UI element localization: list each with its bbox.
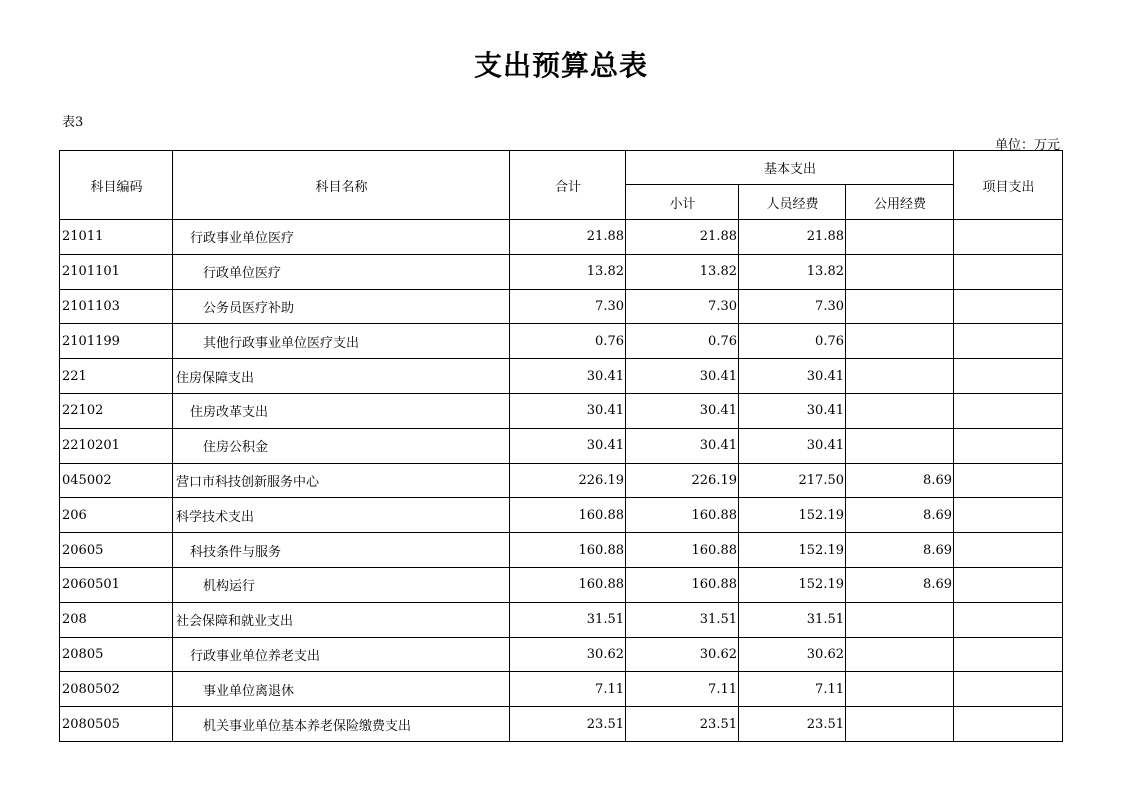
header-total: 合计	[510, 151, 626, 220]
cell-public	[846, 254, 954, 289]
cell-subtotal: 23.51	[626, 707, 739, 742]
cell-code: 2101101	[60, 254, 173, 289]
cell-personnel: 152.19	[739, 567, 846, 602]
cell-project	[954, 289, 1063, 324]
cell-personnel: 0.76	[739, 324, 846, 359]
table-row	[60, 567, 1063, 602]
cell-total: 31.51	[510, 602, 626, 637]
cell-subtotal: 7.30	[626, 289, 739, 324]
cell-personnel: 7.30	[739, 289, 846, 324]
cell-name: 科技条件与服务	[173, 533, 510, 568]
cell-total: 160.88	[510, 567, 626, 602]
cell-subtotal: 31.51	[626, 602, 739, 637]
table-row	[60, 637, 1063, 672]
header-subtotal: 小计	[626, 185, 739, 220]
cell-public	[846, 707, 954, 742]
cell-subtotal: 0.76	[626, 324, 739, 359]
cell-code: 2080505	[60, 707, 173, 742]
cell-public	[846, 289, 954, 324]
cell-name: 营口市科技创新服务中心	[173, 463, 510, 498]
budget-table	[59, 150, 1063, 742]
cell-code: 221	[60, 359, 173, 394]
cell-code: 2080502	[60, 672, 173, 707]
cell-project	[954, 220, 1063, 255]
cell-code: 20805	[60, 637, 173, 672]
cell-subtotal: 226.19	[626, 463, 739, 498]
cell-project	[954, 533, 1063, 568]
cell-code: 20605	[60, 533, 173, 568]
cell-personnel: 30.41	[739, 393, 846, 428]
cell-public: 8.69	[846, 498, 954, 533]
cell-public	[846, 220, 954, 255]
table-row	[60, 254, 1063, 289]
cell-total: 7.30	[510, 289, 626, 324]
cell-total: 30.41	[510, 428, 626, 463]
cell-public	[846, 602, 954, 637]
cell-public: 8.69	[846, 533, 954, 568]
cell-total: 30.62	[510, 637, 626, 672]
cell-subtotal: 30.41	[626, 393, 739, 428]
cell-name: 住房改革支出	[173, 393, 510, 428]
cell-name: 住房公积金	[173, 428, 510, 463]
cell-code: 206	[60, 498, 173, 533]
cell-name: 事业单位离退休	[173, 672, 510, 707]
cell-public	[846, 428, 954, 463]
cell-personnel: 21.88	[739, 220, 846, 255]
table-row	[60, 707, 1063, 742]
cell-personnel: 7.11	[739, 672, 846, 707]
cell-public: 8.69	[846, 463, 954, 498]
cell-personnel: 23.51	[739, 707, 846, 742]
table-row	[60, 428, 1063, 463]
cell-subtotal: 30.41	[626, 359, 739, 394]
header-public: 公用经费	[846, 185, 954, 220]
table-row	[60, 289, 1063, 324]
table-row	[60, 533, 1063, 568]
cell-personnel: 30.41	[739, 359, 846, 394]
cell-project	[954, 498, 1063, 533]
cell-subtotal: 13.82	[626, 254, 739, 289]
cell-subtotal: 30.41	[626, 428, 739, 463]
cell-name: 机关事业单位基本养老保险缴费支出	[173, 707, 510, 742]
cell-personnel: 30.62	[739, 637, 846, 672]
cell-public	[846, 359, 954, 394]
cell-total: 0.76	[510, 324, 626, 359]
table-row	[60, 498, 1063, 533]
cell-public: 8.69	[846, 567, 954, 602]
cell-project	[954, 637, 1063, 672]
header-personnel: 人员经费	[739, 185, 846, 220]
cell-total: 160.88	[510, 498, 626, 533]
cell-personnel: 31.51	[739, 602, 846, 637]
cell-personnel: 30.41	[739, 428, 846, 463]
header-basic: 基本支出	[626, 151, 954, 185]
cell-project	[954, 324, 1063, 359]
cell-name: 行政事业单位医疗	[173, 220, 510, 255]
table-body	[60, 220, 1063, 742]
cell-total: 21.88	[510, 220, 626, 255]
header-code: 科目编码	[60, 151, 173, 220]
cell-project	[954, 602, 1063, 637]
cell-total: 30.41	[510, 359, 626, 394]
cell-personnel: 13.82	[739, 254, 846, 289]
table-number: 表3	[62, 115, 84, 130]
cell-project	[954, 254, 1063, 289]
cell-code: 2101199	[60, 324, 173, 359]
unit-label: 单位：万元	[994, 138, 1060, 153]
cell-personnel: 152.19	[739, 498, 846, 533]
cell-public	[846, 672, 954, 707]
cell-code: 2101103	[60, 289, 173, 324]
table-row	[60, 324, 1063, 359]
table-row	[60, 393, 1063, 428]
cell-subtotal: 30.62	[626, 637, 739, 672]
cell-project	[954, 359, 1063, 394]
cell-public	[846, 637, 954, 672]
cell-name: 机构运行	[173, 567, 510, 602]
cell-project	[954, 393, 1063, 428]
cell-public	[846, 324, 954, 359]
cell-subtotal: 7.11	[626, 672, 739, 707]
cell-code: 2060501	[60, 567, 173, 602]
cell-name: 其他行政事业单位医疗支出	[173, 324, 510, 359]
cell-total: 30.41	[510, 393, 626, 428]
cell-personnel: 152.19	[739, 533, 846, 568]
cell-project	[954, 707, 1063, 742]
cell-code: 22102	[60, 393, 173, 428]
table-row	[60, 463, 1063, 498]
cell-project	[954, 463, 1063, 498]
header-row-1	[60, 151, 1063, 185]
cell-personnel: 217.50	[739, 463, 846, 498]
table-row	[60, 602, 1063, 637]
cell-name: 行政事业单位养老支出	[173, 637, 510, 672]
cell-name: 公务员医疗补助	[173, 289, 510, 324]
cell-subtotal: 160.88	[626, 567, 739, 602]
cell-subtotal: 21.88	[626, 220, 739, 255]
cell-code: 21011	[60, 220, 173, 255]
cell-public	[846, 393, 954, 428]
cell-project	[954, 672, 1063, 707]
cell-name: 行政单位医疗	[173, 254, 510, 289]
cell-project	[954, 567, 1063, 602]
cell-code: 045002	[60, 463, 173, 498]
cell-project	[954, 428, 1063, 463]
cell-subtotal: 160.88	[626, 498, 739, 533]
cell-total: 160.88	[510, 533, 626, 568]
cell-code: 2210201	[60, 428, 173, 463]
table-row	[60, 359, 1063, 394]
cell-total: 23.51	[510, 707, 626, 742]
header-name: 科目名称	[173, 151, 510, 220]
header-project: 项目支出	[954, 151, 1063, 220]
cell-total: 226.19	[510, 463, 626, 498]
table-row	[60, 672, 1063, 707]
cell-total: 13.82	[510, 254, 626, 289]
table-row	[60, 220, 1063, 255]
page-title: 支出预算总表	[473, 49, 648, 82]
cell-name: 社会保障和就业支出	[173, 602, 510, 637]
cell-subtotal: 160.88	[626, 533, 739, 568]
cell-name: 住房保障支出	[173, 359, 510, 394]
cell-code: 208	[60, 602, 173, 637]
cell-name: 科学技术支出	[173, 498, 510, 533]
cell-total: 7.11	[510, 672, 626, 707]
